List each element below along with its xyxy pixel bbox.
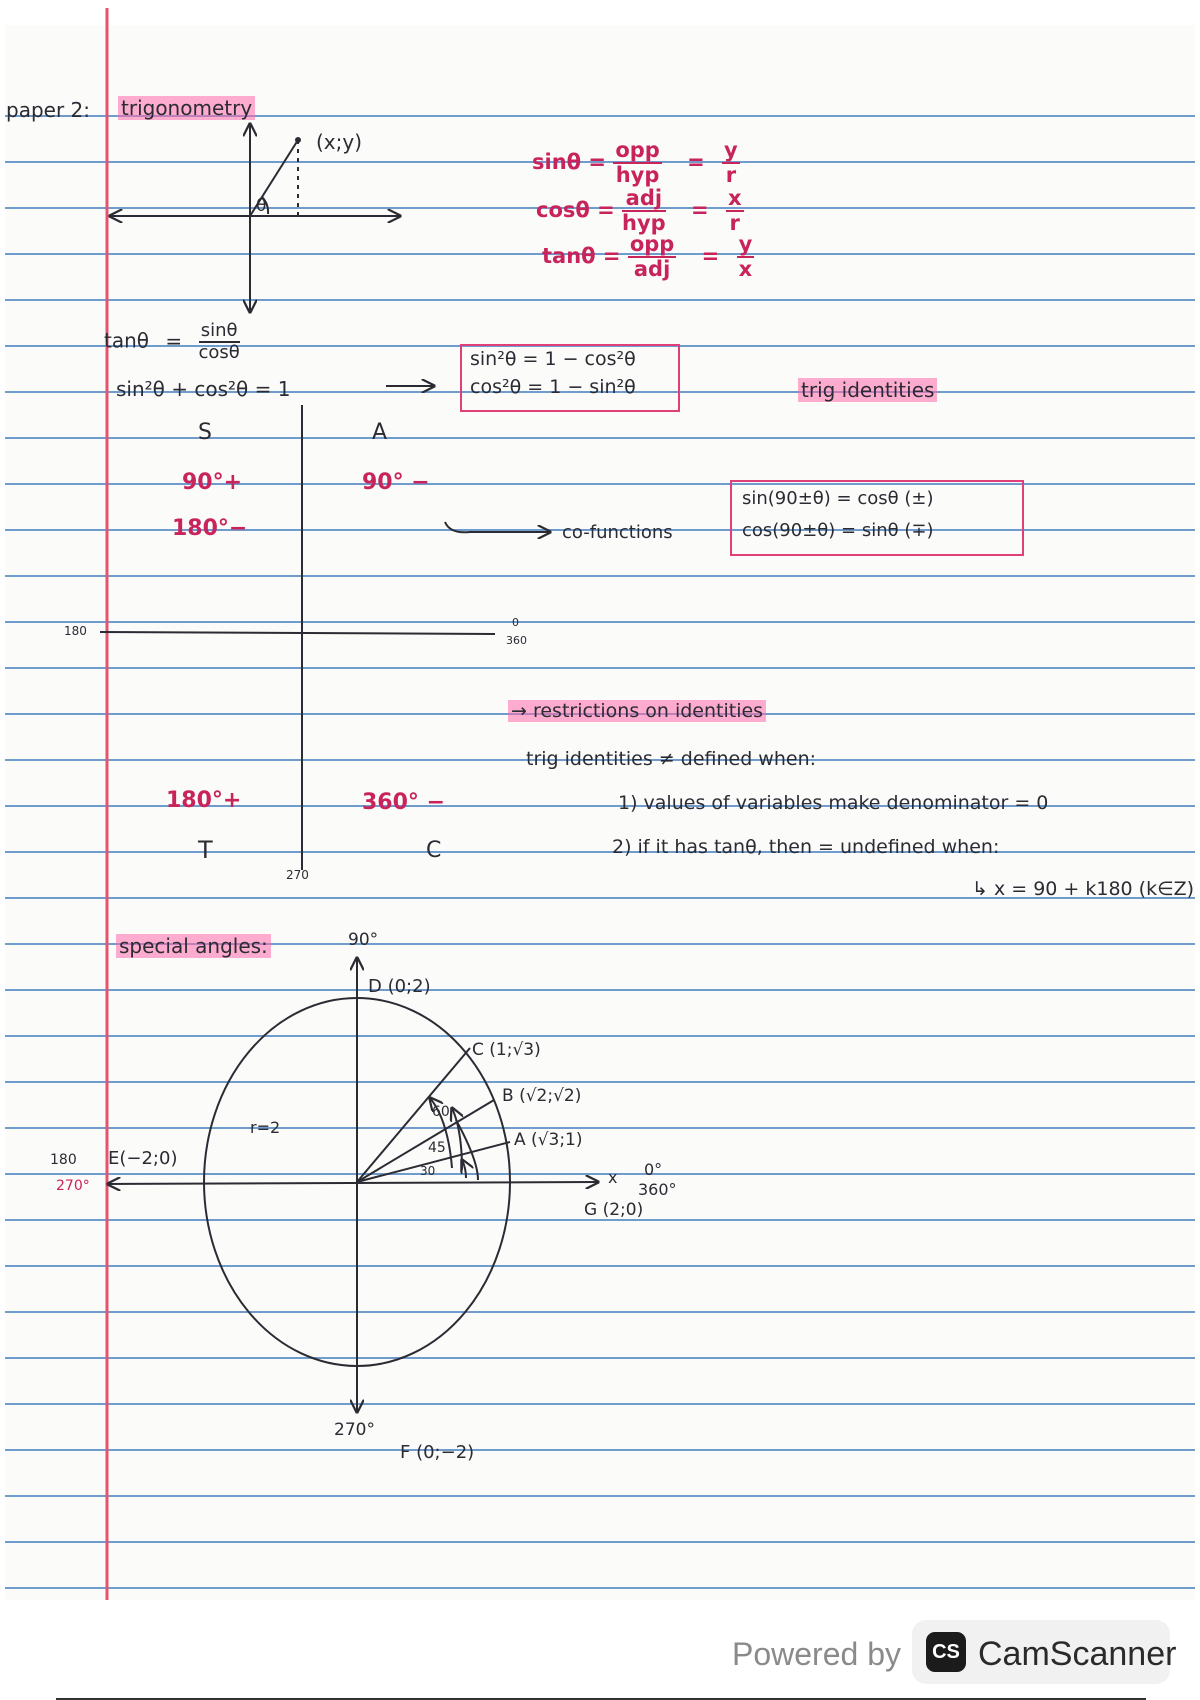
point-d: D (0;2) xyxy=(368,976,431,997)
angle-30: 30 xyxy=(420,1164,436,1178)
label-180: 180 xyxy=(50,1152,77,1168)
point-a: A (√3;1) xyxy=(514,1130,583,1150)
quadrant-c: C xyxy=(426,838,442,863)
quadrant-a: A xyxy=(372,420,388,445)
radius-label: r=2 xyxy=(250,1118,281,1137)
cofunction-sin: sin(90±θ) = cosθ (±) xyxy=(742,488,934,509)
cofunction-arrow xyxy=(445,522,550,532)
label-270-left: 270° xyxy=(56,1178,90,1194)
label-360: 360° xyxy=(638,1180,677,1199)
axis-360: 360 xyxy=(506,634,527,647)
axis-180: 180 xyxy=(64,624,87,638)
quadrant-t: T xyxy=(198,836,213,864)
label-x: x xyxy=(608,1168,618,1187)
angle-45: 45 xyxy=(428,1140,446,1156)
pythagorean-identity: sin²θ + cos²θ = 1 xyxy=(116,377,291,401)
axis-0: 0 xyxy=(512,616,519,629)
identity-sin: sin²θ = 1 − cos²θ xyxy=(470,348,636,370)
restrictions-title: → restrictions on identities xyxy=(508,700,766,722)
restrictions-intro: trig identities ≠ defined when: xyxy=(526,748,817,770)
axis-270: 270 xyxy=(286,868,309,882)
q3-plus: 180°+ xyxy=(166,788,242,813)
label-0: 0° xyxy=(644,1160,663,1179)
powered-by: Powered by xyxy=(732,1636,901,1672)
q4-minus: 360° − xyxy=(362,790,446,815)
point-marker xyxy=(295,137,301,143)
camscanner-logo-icon: CS xyxy=(926,1632,966,1672)
tan-identity: tanθ = $\frac{\sin\theta}{\cos\theta}$ xyxy=(104,320,240,363)
point-g: G (2;0) xyxy=(584,1200,644,1220)
q2-minus: 180°− xyxy=(172,516,248,541)
tan-ratio: tanθ = $\frac{\text{opp}}{\text{adj}}$ = $\frac{y}{x}$ xyxy=(542,232,753,281)
point-b: B (√2;√2) xyxy=(502,1086,582,1106)
special-angles-title: special angles: xyxy=(116,934,271,958)
camscanner-name: CamScanner xyxy=(978,1635,1177,1673)
quadrant-s: S xyxy=(198,420,212,445)
q2-plus: 90°+ xyxy=(182,470,243,495)
trig-identities-label: trig identities xyxy=(798,378,937,402)
point-f: F (0;−2) xyxy=(400,1442,475,1463)
identity-cos: cos²θ = 1 − sin²θ xyxy=(470,376,636,398)
cofunctions-label: co-functions xyxy=(562,522,673,543)
restriction-2: 2) if it has tanθ, then = undefined when: xyxy=(612,836,1000,858)
point-label: (x;y) xyxy=(316,130,363,154)
restriction-1: 1) values of variables make denominator = 0 xyxy=(618,792,1049,814)
cofunction-cos: cos(90±θ) = sinθ (∓) xyxy=(742,520,934,541)
angle-60: 60 xyxy=(432,1104,450,1120)
cos-ratio: cosθ = $\frac{\text{adj}}{\text{hyp}}$ = $\frac{x}{r}$ xyxy=(536,186,742,235)
label-90: 90° xyxy=(348,930,379,950)
paper-label: paper 2: xyxy=(6,98,90,122)
restriction-3: ↳ x = 90 + k180 (k∈Z) xyxy=(972,878,1195,900)
point-e: E(−2;0) xyxy=(108,1148,178,1169)
q1-minus: 90° − xyxy=(362,470,430,495)
label-270: 270° xyxy=(334,1420,375,1440)
special-circle xyxy=(108,958,598,1412)
sin-ratio: sinθ = $\frac{\text{opp}}{\text{hyp}}$ = $\frac{y}{r}$ xyxy=(532,138,738,187)
point-c: C (1;√3) xyxy=(472,1040,541,1060)
theta-label: θ xyxy=(256,196,267,216)
topic-title: trigonometry xyxy=(118,96,255,120)
